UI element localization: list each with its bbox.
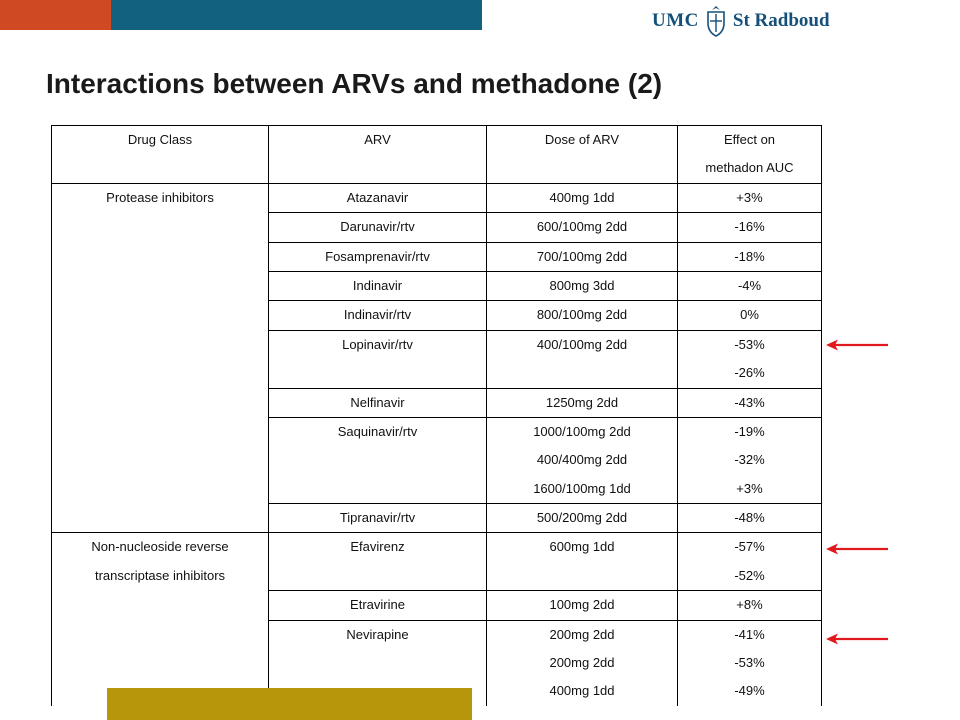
effect-cell: +8%: [678, 591, 822, 620]
table-row: [52, 533, 822, 591]
effect-cell: -53% -26%: [678, 330, 822, 388]
arrow-icon-efavirenz: [826, 542, 888, 556]
arv-cell: Tipranavir/rtv: [269, 504, 487, 533]
dose-cell: 600mg 1dd: [487, 533, 678, 591]
arv-cell: Indinavir: [269, 271, 487, 300]
effect-cell: -41% -53% -49%: [678, 620, 822, 706]
effect-cell: -4%: [678, 271, 822, 300]
effect-cell: -48%: [678, 504, 822, 533]
arv-cell: Nelfinavir: [269, 388, 487, 417]
header-effect: Effect on methadon AUC: [678, 126, 822, 184]
effect-cell: -43%: [678, 388, 822, 417]
interactions-table: [51, 125, 822, 706]
logo-text-umc: UMC: [652, 10, 699, 31]
header-bar-teal: [111, 0, 482, 30]
arv-cell: Atazanavir: [269, 183, 487, 212]
effect-cell: +3%: [678, 183, 822, 212]
slide-title: Interactions between ARVs and methadone (2): [46, 68, 663, 99]
dose-cell: 600/100mg 2dd: [487, 213, 678, 242]
drug-class-cell: Protease inhibitors: [52, 183, 269, 533]
dose-cell: 100mg 2dd: [487, 591, 678, 620]
arv-cell: Nevirapine: [269, 620, 487, 706]
arrow-icon-lopinavir: [826, 338, 888, 352]
effect-cell: 0%: [678, 301, 822, 330]
effect-cell: -18%: [678, 242, 822, 271]
dose-cell: 800/100mg 2dd: [487, 301, 678, 330]
arv-cell: Lopinavir/rtv: [269, 330, 487, 388]
logo-text-radboud: St Radboud: [732, 10, 830, 31]
arv-cell: Etravirine: [269, 591, 487, 620]
arv-cell: Saquinavir/rtv: [269, 417, 487, 503]
arv-cell: Efavirenz: [269, 533, 487, 591]
effect-cell: -19% -32% +3%: [678, 417, 822, 503]
header-dose: Dose of ARV: [487, 126, 678, 184]
dose-cell: 1000/100mg 2dd 400/400mg 2dd 1600/100mg 1dd: [487, 417, 678, 503]
effect-cell: -57% -52%: [678, 533, 822, 591]
arv-cell: Indinavir/rtv: [269, 301, 487, 330]
dose-cell: 200mg 2dd 200mg 2dd 400mg 1dd: [487, 620, 678, 706]
dose-cell: 800mg 3dd: [487, 271, 678, 300]
dose-cell: 400mg 1dd: [487, 183, 678, 212]
header-bar-orange: [0, 0, 111, 30]
footer-bar-gold: [107, 688, 472, 720]
arrow-icon-nevirapine: [826, 632, 888, 646]
dose-cell: 400/100mg 2dd: [487, 330, 678, 388]
crest-icon: [705, 5, 727, 37]
header-drug-class: Drug Class: [52, 126, 269, 184]
effect-cell: -16%: [678, 213, 822, 242]
dose-cell: 700/100mg 2dd: [487, 242, 678, 271]
arv-cell: Darunavir/rtv: [269, 213, 487, 242]
arv-cell: Fosamprenavir/rtv: [269, 242, 487, 271]
header-arv: ARV: [269, 126, 487, 184]
dose-cell: 500/200mg 2dd: [487, 504, 678, 533]
drug-class-cell: Non-nucleoside reverse transcriptase inhibitors: [52, 533, 269, 706]
table-row: [52, 183, 822, 212]
umc-logo: [652, 3, 830, 39]
header-row: [52, 126, 822, 184]
dose-cell: 1250mg 2dd: [487, 388, 678, 417]
